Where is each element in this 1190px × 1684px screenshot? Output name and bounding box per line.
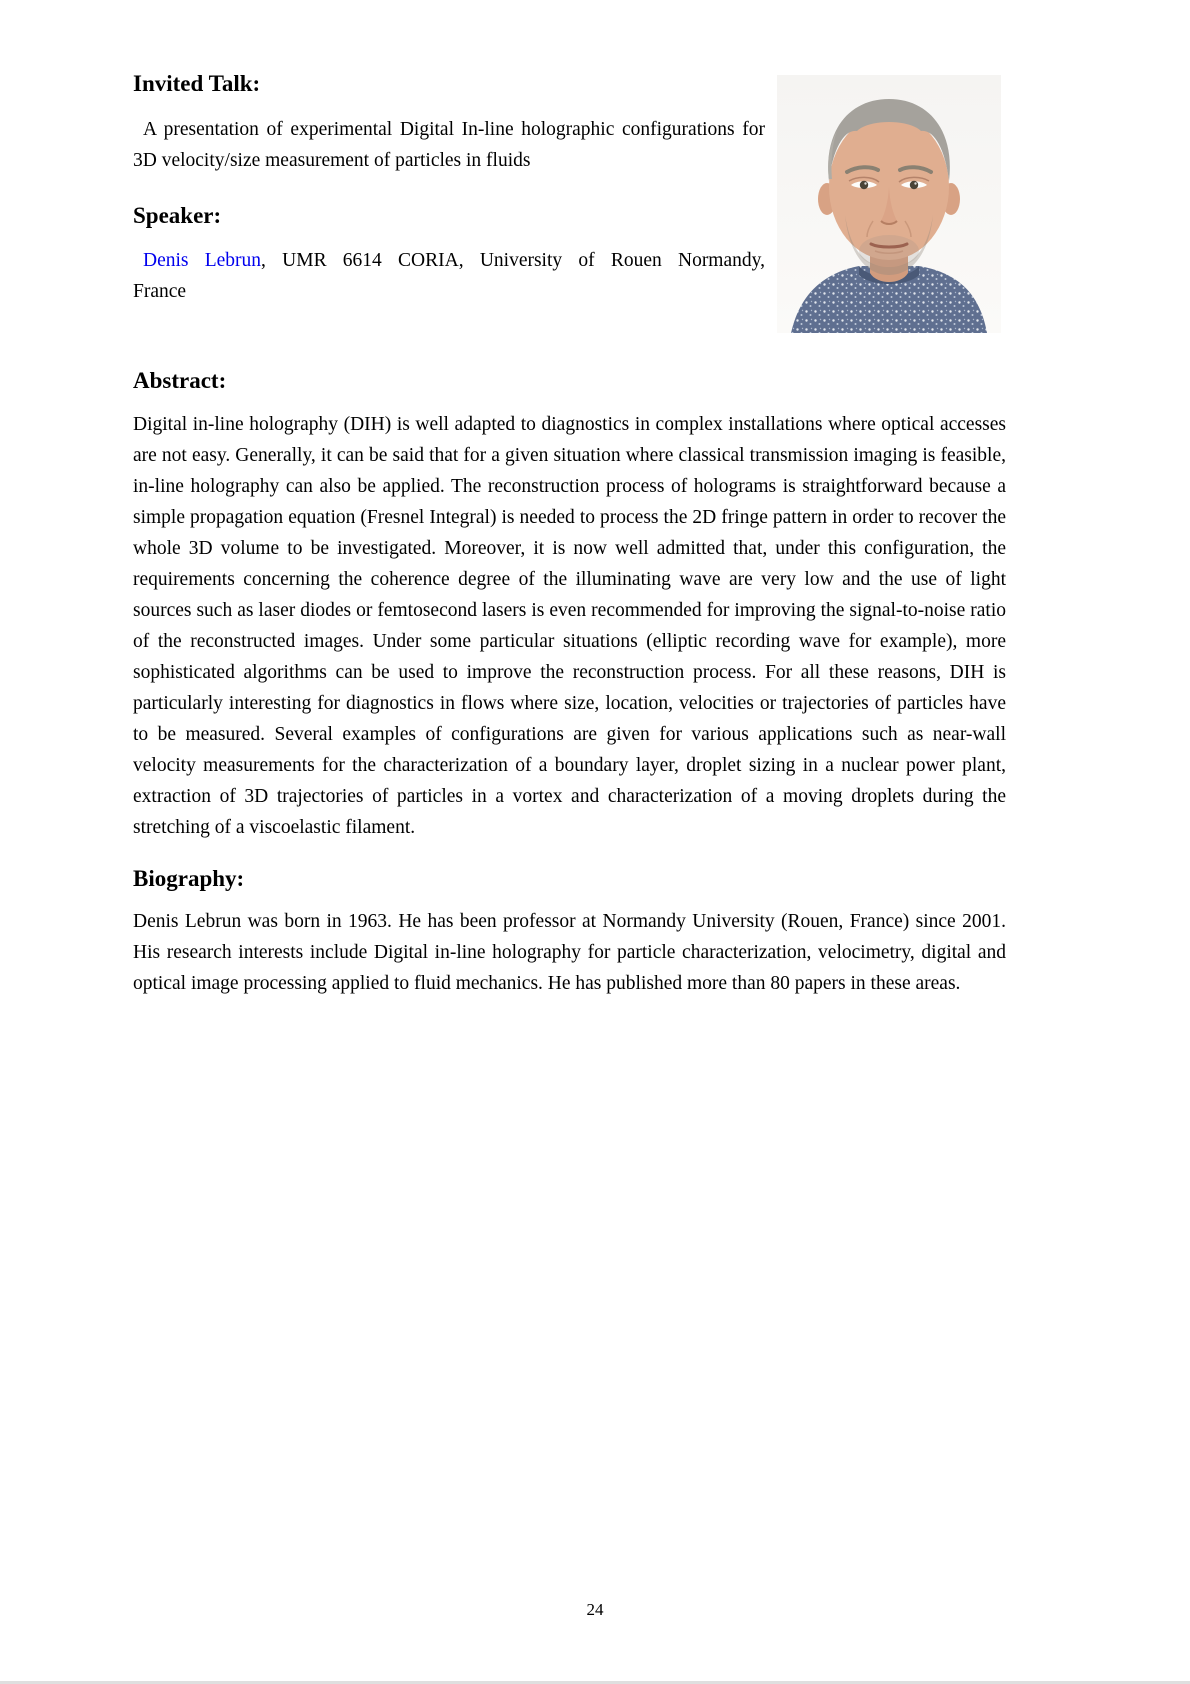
page-content [133,70,1006,999]
abstract-heading: Abstract: [133,368,227,393]
speaker-name-link[interactable]: Denis Lebrun [143,250,262,272]
talk-description: A presentation of experimental Digital In-line holographic configurations for 3D velocity/size measurement of particles in fluids [133,118,765,171]
speaker-affiliation: , UMR 6614 CORIA, University of Rouen Normandy, [261,250,765,272]
talk-info-column [133,70,765,307]
speaker-country: France [133,281,187,303]
talk-header-section [133,70,1006,333]
speaker-photo-frame [777,75,1001,333]
invited-talk-heading: Invited Talk: [133,71,261,96]
abstract-body: Digital in-line holography (DIH) is well adapted to diagnostics in complex installations where optical accesses are not easy. Generally, it can be said that for a given situation where classical transmission imaging is feasible, in-line holography can also be applied. The reconstruction process of holograms is straightforward because a simple propagation equation (Fresnel Integral) is needed to process the 2D fringe pattern in order to recover the whole 3D volume to be investigated. Moreover, it is now well admitted that, under this configuration, the requirements concerning the coherence degree of the illuminating wave are very low and the use of light sources such as laser diodes or femtosecond lasers is even recommended for improving the signal-to-noise ratio of the reconstructed images. Under some particular situations (elliptic recording wave for example), more sophisticated algorithms can be used to improve the reconstruction process. For all these reasons, DIH is particularly interesting for diagnostics in flows where size, location, velocities or trajectories of particles have to be measured. Several examples of configurations are given for various applications such as near-wall velocity measurements for the characterization of a boundary layer, droplet sizing in a nuclear power plant, extraction of 3D trajectories of particles in a vortex and characterization of a moving droplets during the stretching of a viscoelastic filament. [133,413,1006,838]
speaker-photo [777,75,1001,333]
page-number: 24 [586,1600,604,1619]
biography-body: Denis Lebrun was born in 1963. He has been professor at Normandy University (Rouen, France) since 2001. His research interests include Digital in-line holography for particle characterization, velocimetry, digital and optical image processing applied to fluid mechanics. He has published more than 80 papers in these areas. [133,911,1006,995]
speaker-heading: Speaker: [133,202,222,228]
speaker-line [133,245,765,307]
biography-heading: Biography: [133,865,245,891]
